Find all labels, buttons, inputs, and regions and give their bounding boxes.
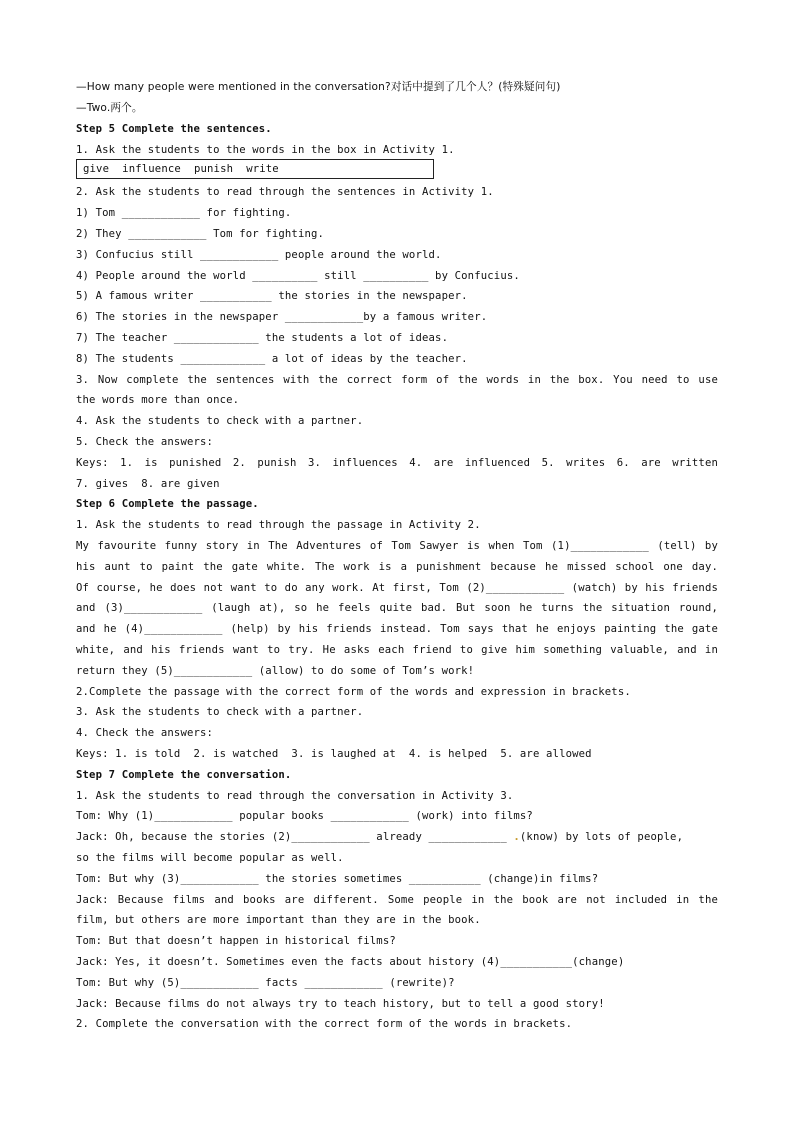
step7-instruction-1: 1. Ask the students to read through the conversation in Activity 3. xyxy=(76,790,514,802)
step6-heading: Step 6 Complete the passage. xyxy=(76,498,259,510)
sentence-6: 6) The stories in the newspaper ____________by a famous writer. xyxy=(76,311,488,323)
passage-line-3: Of course, he does not want to do any work. At first, Tom (2)____________ (watch) by his friends xyxy=(76,582,718,594)
sentence-7: 7) The teacher _____________ the students a lot of ideas. xyxy=(76,332,449,344)
conversation-line-6: film, but others are more important than they are in the book. xyxy=(76,914,481,926)
step5-instruction-4: 4. Ask the students to check with a partner. xyxy=(76,415,364,427)
step5-instruction-3a: 3. Now complete the sentences with the correct form of the words in the box. You need to use xyxy=(76,374,718,386)
sentence-5: 5) A famous writer ___________ the stories in the newspaper. xyxy=(76,290,468,302)
passage-line-5: and he (4)____________ (help) by his friends instead. Tom says that he enjoys painting the gate xyxy=(76,623,718,635)
conversation-line-1: Tom: Why (1)____________ popular books ____________ (work) into films? xyxy=(76,810,533,822)
passage-line-4: and (3)____________ (laugh at), so he feels quite bad. But soon he turns the situation round, xyxy=(76,602,718,614)
step7-instruction-2: 2. Complete the conversation with the correct form of the words in brackets. xyxy=(76,1018,573,1030)
sentence-2: 2) They ____________ Tom for fighting. xyxy=(76,228,325,240)
conversation-line-9: Tom: But why (5)____________ facts ____________ (rewrite)? xyxy=(76,977,455,989)
intro-question: —How many people were mentioned in the conversation?对话中提到了几个人？(特殊疑问句) xyxy=(76,81,561,93)
step7-heading: Step 7 Complete the conversation. xyxy=(76,769,292,781)
sentence-3: 3) Confucius still ____________ people around the world. xyxy=(76,249,442,261)
conversation-line-2 xyxy=(76,830,718,844)
word-box-words: give influence punish write xyxy=(83,163,279,175)
intro-answer: —Two.两个。 xyxy=(76,102,143,114)
step6-instruction-4: 4. Check the answers: xyxy=(76,727,214,739)
conversation-line-5: Jack: Because films and books are different. Some people in the book are not included in the xyxy=(76,894,718,906)
step5-instruction-2: 2. Ask the students to read through the sentences in Activity 1. xyxy=(76,186,494,198)
conversation-line-7: Tom: But that doesn’t happen in historical films? xyxy=(76,935,396,947)
sentence-8: 8) The students _____________ a lot of ideas by the teacher. xyxy=(76,353,468,365)
sentence-1: 1) Tom ____________ for fighting. xyxy=(76,207,292,219)
step5-instruction-5: 5. Check the answers: xyxy=(76,436,214,448)
highlight-dot: . xyxy=(513,831,520,843)
step6-instruction-3: 3. Ask the students to check with a partner. xyxy=(76,706,364,718)
conversation-line-2-end: (know) by lots of people, xyxy=(519,831,684,843)
passage-line-1: My favourite funny story in The Adventures of Tom Sawyer is when Tom (1)____________ (tell) by xyxy=(76,540,718,552)
step5-heading: Step 5 Complete the sentences. xyxy=(76,123,272,135)
conversation-line-8: Jack: Yes, it doesn’t. Sometimes even the facts about history (4)___________(change) xyxy=(76,956,625,968)
passage-line-7: return they (5)____________ (allow) to do some of Tom’s work! xyxy=(76,665,475,677)
conversation-line-4: Tom: But why (3)____________ the stories sometimes ___________ (change)in films? xyxy=(76,873,599,885)
step5-keys-line-2: 7. gives 8. are given xyxy=(76,478,220,490)
step6-instruction-1: 1. Ask the students to read through the passage in Activity 2. xyxy=(76,519,481,531)
step5-instruction-1: 1. Ask the students to the words in the box in Activity 1. xyxy=(76,144,455,156)
sentence-4: 4) People around the world __________ still __________ by Confucius. xyxy=(76,270,520,282)
passage-line-6: white, and his friends want to try. He asks each friend to give him something valuable, and in xyxy=(76,644,718,656)
conversation-line-3: so the films will become popular as well. xyxy=(76,852,344,864)
step6-keys: Keys: 1. is told 2. is watched 3. is laughed at 4. is helped 5. are allowed xyxy=(76,748,592,760)
word-box xyxy=(76,159,434,179)
step5-keys-line-1: Keys: 1. is punished 2. punish 3. influences 4. are influenced 5. writes 6. are written xyxy=(76,457,718,469)
step5-instruction-3b: the words more than once. xyxy=(76,394,240,406)
conversation-line-10: Jack: Because films do not always try to teach history, but to tell a good story! xyxy=(76,998,605,1010)
conversation-line-2-start: Jack: Oh, because the stories (2)____________ already ____________ xyxy=(76,831,514,843)
passage-line-2: his aunt to paint the gate white. The work is a punishment because he missed school one day. xyxy=(76,561,718,573)
step6-instruction-2: 2.Complete the passage with the correct form of the words and expression in brackets. xyxy=(76,686,631,698)
